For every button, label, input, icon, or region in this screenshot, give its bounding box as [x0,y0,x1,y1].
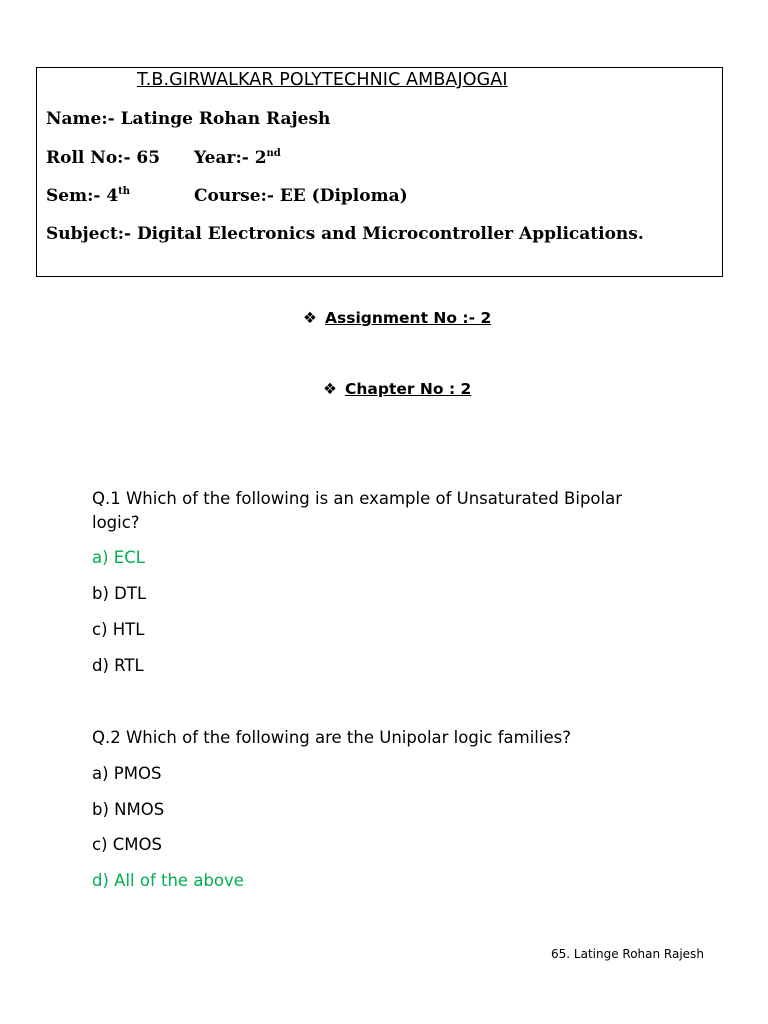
question-1-option-c: c) HTL [92,620,145,639]
diamond-bullet-icon: ❖ [323,380,337,398]
sem-course-line [46,186,408,206]
question-1-option-b: b) DTL [92,584,147,603]
assignment-number: Assignment No :- 2 [325,309,492,327]
course: Course:- EE (Diploma) [194,186,408,206]
page-footer: 65. Latinge Rohan Rajesh [551,947,704,961]
student-info-box [36,67,723,277]
roll-year-line [46,148,281,168]
student-name: Name:- Latinge Rohan Rajesh [46,109,331,129]
diamond-bullet-icon: ❖ [303,309,317,327]
chapter-number: Chapter No : 2 [345,380,472,398]
question-1-text: Q.1 Which of the following is an example of Unsaturated Bipolar logic? [92,489,623,532]
question-2-option-c: c) CMOS [92,835,162,854]
assignment-heading [303,309,491,327]
roll-number: Roll No:- 65 [46,148,161,168]
semester-label: Sem:- 4 [46,186,119,206]
question-2-text: Q.2 Which of the following are the Unipolar logic families? [92,728,571,747]
question-1-option-d: d) RTL [92,656,144,675]
year [194,148,281,168]
semester [46,186,130,206]
year-label: Year:- 2 [194,148,267,168]
question-2-option-b: b) NMOS [92,800,165,819]
question-2-option-a: a) PMOS [92,764,162,783]
year-suffix: nd [266,148,281,159]
semester-suffix: th [118,186,131,197]
college-name: T.B.GIRWALKAR POLYTECHNIC AMBAJOGAI [137,70,508,90]
chapter-heading [323,380,471,398]
question-1-option-a: a) ECL [92,548,145,567]
subject: Subject:- Digital Electronics and Microcontroller Applications. [46,224,644,244]
question-2-option-d: d) All of the above [92,871,244,890]
